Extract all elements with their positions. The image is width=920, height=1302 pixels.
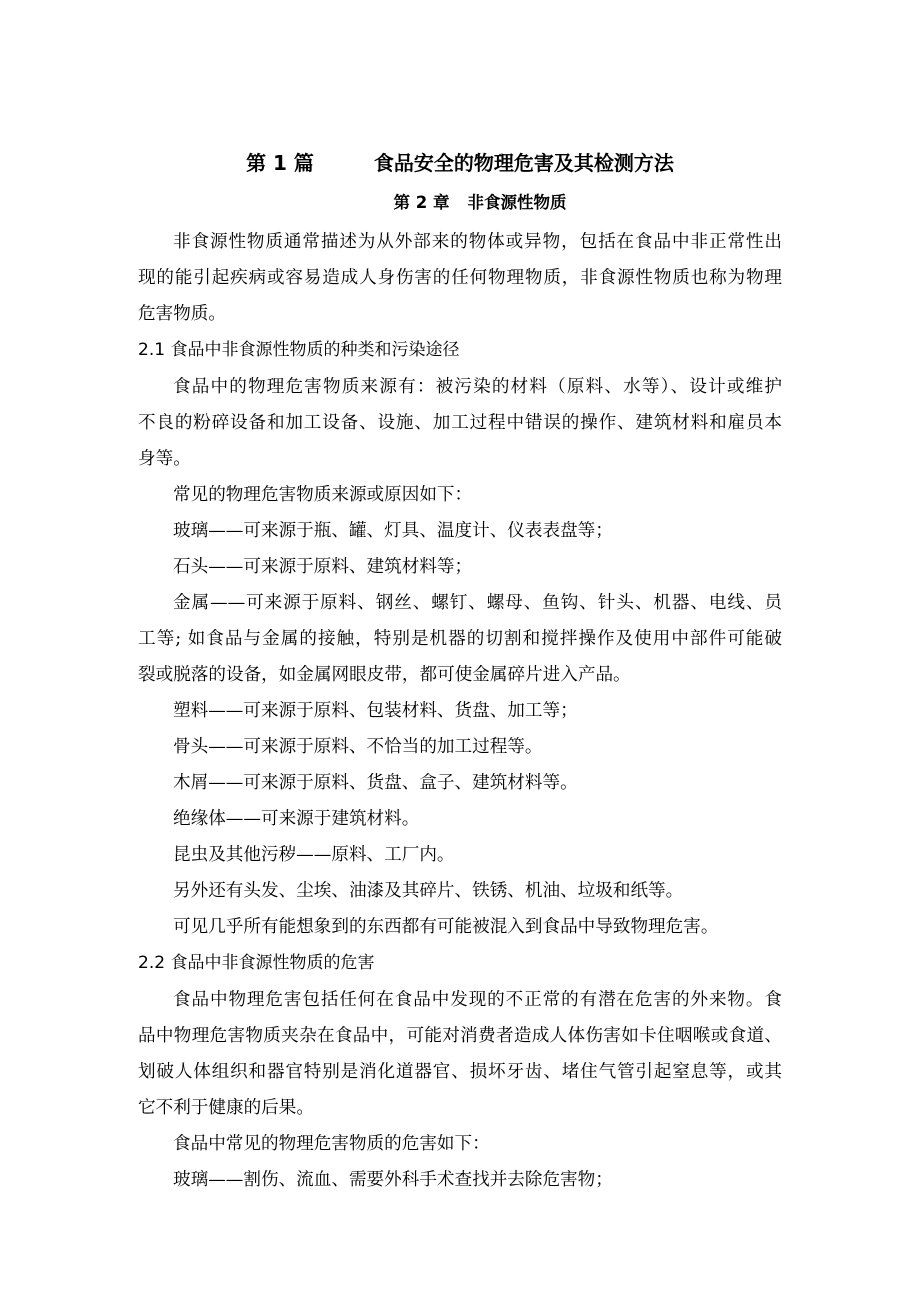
- paragraph-line: 可见几乎所有能想象到的东西都有可能被混入到食品中导致物理危害。: [173, 917, 719, 937]
- list-item: 金属——可来源于原料、钢丝、螺钉、螺母、鱼钩、针头、机器、电线、员: [173, 593, 782, 613]
- list-item: 石头——可来源于原料、建筑材料等；: [173, 557, 473, 577]
- list-item: 塑料——可来源于原料、包装材料、货盘、加工等；: [173, 701, 578, 721]
- paragraph-line: 危害物质。: [138, 304, 226, 324]
- paragraph-line: 它不利于健康的后果。: [138, 1098, 314, 1118]
- paragraph-line: 不良的粉碎设备和加工设备、设施、加工过程中错误的操作、建筑材料和雇员本: [138, 413, 782, 433]
- chapter-title: [0, 191, 920, 215]
- paragraph-line: 常见的物理危害物质来源或原因如下：: [173, 485, 473, 505]
- section-heading: 2.2 食品中非食源性物质的危害: [138, 953, 375, 973]
- paragraph-line: 非食源性物质通常描述为从外部来的物体或异物，包括在食品中非正常性出: [173, 232, 782, 252]
- list-item: 昆虫及其他污秽——原料、工厂内。: [173, 845, 455, 865]
- paragraph-line: 另外还有头发、尘埃、油漆及其碎片、铁锈、机油、垃圾和纸等。: [173, 881, 684, 901]
- paragraph-line: 食品中物理危害包括任何在食品中发现的不正常的有潜在危害的外来物。食: [173, 990, 782, 1010]
- paragraph-line: 身等。: [138, 449, 191, 469]
- part-title: [0, 151, 920, 175]
- section-heading: 2.1 食品中非食源性物质的种类和污染途径: [138, 340, 460, 360]
- paragraph-line: 食品中的物理危害物质来源有：被污染的材料（原料、水等）、设计或维护: [173, 377, 782, 397]
- list-item: 绝缘体——可来源于建筑材料。: [173, 809, 420, 829]
- part-title-text: 食品安全的物理危害及其检测方法: [373, 151, 674, 175]
- paragraph-line: 现的能引起疾病或容易造成人身伤害的任何物理物质，非食源性物质也称为物理: [138, 268, 782, 288]
- list-item: 玻璃——割伤、流血、需要外科手术查找并去除危害物；: [173, 1170, 613, 1190]
- paragraph-line: 食品中常见的物理危害物质的危害如下：: [173, 1134, 490, 1154]
- list-item: 玻璃——可来源于瓶、罐、灯具、温度计、仪表表盘等；: [173, 521, 613, 541]
- list-item-line: 工等; 如食品与金属的接触，特别是机器的切割和搅拌操作及使用中部件可能破: [138, 629, 782, 649]
- list-item: 骨头——可来源于原料、不恰当的加工过程等。: [173, 737, 543, 757]
- list-item: 木屑——可来源于原料、货盘、盒子、建筑材料等。: [173, 773, 578, 793]
- part-number: 第 1 篇: [246, 151, 314, 175]
- paragraph-line: 划破人体组织和器官特别是消化道器官、损坏牙齿、堵住气管引起窒息等，或其: [138, 1062, 782, 1082]
- chapter-title-text: 非食源性物质: [467, 193, 567, 212]
- chapter-number: 第 2 章: [393, 193, 450, 212]
- list-item-line: 裂或脱落的设备，如金属网眼皮带，都可使金属碎片进入产品。: [138, 665, 631, 685]
- paragraph-line: 品中物理危害物质夹杂在食品中，可能对消费者造成人体伤害如卡住咽喉或食道、: [138, 1026, 782, 1046]
